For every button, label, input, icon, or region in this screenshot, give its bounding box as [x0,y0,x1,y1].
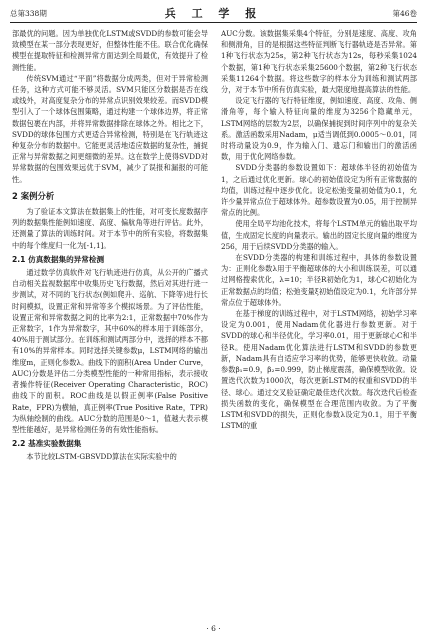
paragraph: 部最优的问题。因为单独优化LSTM或SVDD的参数可能会导致模型在某一部分表现更好，但整体性能不佳。联合优化确保模型在提取特征和检测异常方面达到全局最优，有效提升了检测性能。 [12,29,208,72]
paragraph: SVDD分类器的参数设置如下：超球体半径的初始值为1，之后通过优化更新。球心的初始值设定为所有正常数据的均值，训练过程中逐步优化。设定松弛变量初始值为0.1，允许少量异常点位于超球体外。超参数设置为0.05，用于控制异常点的比例。 [221,163,417,218]
paragraph: 设定飞行器的飞行特征维度，例如速度、高度、攻角、侧滑角等，每个输入特征向量的维度为3256个隐藏单元，LSTM网络的层数为2层，以确保捕捉到时间序列中的复杂关系。激活函数采用Nadam，μ适当调低到0.0005～0.01，同时将动量设为0.9，作为输入门、遗忘门和输出门的激活函数，用于优化网络参数。 [221,96,417,162]
journal-title: 兵 工 学 报 [164,7,263,20]
right-column [221,28,417,618]
volume-number: 第46卷 [392,9,417,18]
paragraph: 为了验证本文算法在数据集上的性能，对可变长度数据序列的数据集性能例如速度、高度、偏航角等进行评估。此外，还测量了算法的训练时间。对于本节中的所有实验，将数据集中的每个维度归一化为[-1,1]。 [12,207,208,250]
section-heading: 2 案例分析 [12,190,55,201]
paragraph: 在SVDD分类器的构建和训练过程中，具体的参数设置为：正则化参数λ用于平衡超球体的大小和训练误差，可以通过网格搜索优化，λ=10；半径R初始化为1，球心C初始化为正常数据点的均值；松弛变量ξ初始值设定为0.1，允许部分异常点位于超球体外。 [221,253,417,307]
subsection-heading: 2.1 仿真数据集的异常检测 [12,254,105,264]
paragraph: 本节比较LSTM-GBSVDD算法在实际实验中的 [26,452,177,462]
paragraph: 传统SVM通过“平面”将数据分成两类，但对于异常检测任务，这种方式可能不够灵活。SVM只能区分数据是否在线或线外，对高度复杂分布的异常点识别效果较差。而SVDD模型引入了一个球体包围策略，通过构建一个球体边界，将正常数据包裹在内部，并将异常数据排除在球体之外。相比之下，SVDD的球体包围方式更适合异常检测，特别是在飞行轨迹这种复杂分布的数据中。它能更灵活地适应数据的复杂性，捕捉正常与异常数据之间更细微的差异。这在数学上使得SVDD对异常数据的包围效果远优于SVM，减少了误报和漏报的可能性。 [12,73,208,184]
page-number: · 6 · [206,624,221,633]
paragraph: AUC分数。该数据集采集4个特征，分别是速度、高度、攻角和侧滑角，目的是根据这些特征判断飞行器轨迹是否异常。第1种飞行状态为25s，第2种飞行状态为12s，每秒采集1024个数据，第1种飞行状态采集25600个数据，第2种飞行状态采集11264个数据。将这些数字的样本分为训练和测试两部分，对于本节中所有仿真实验，最大限度地提高算法的性能。 [221,29,417,95]
left-column [12,28,208,618]
subsection-heading: 2.2 基准实验数据集 [12,439,82,449]
paragraph: 通过数学仿真软件对飞行轨迹进行仿真，从公开的广播式自动相关监视数据库中收集历史飞行数据，然后对其进行进一步测试，对不同的飞行状态(例如爬升、巡航、下降等)进行长时间模拟，设置正常和异常等多个模拟场景。为了评估性能，设置正常和异常数据之间的比率为2:1，正常数据中70%作为正常数字，1作为异常数字，其中60%的样本用于训练部分，40%用于测试部分。在训练和测试两部分中，选择的样本不都有10%的异常样本。同时选择关键参数μ，LSTM网络的输出维度m，正则化参数λ。曲线下的面积(Area Under Curve，AUC)分数是评估二分类模型性能的一种常用指标，表示接收者操作特征(Receiver Operating Characteristic，ROC)曲线下的面积。ROC曲线是以假正例率(False Positive Rate，FPR)为横轴，真正例率(True Positive Rate，TPR)为纵轴绘制的曲线。AUC分数的范围是0～1，值越大表示模型性能越好，是异常检测任务的有效性能指标。 [12,268,208,434]
paragraph: 在基于梯度的训练过程中，对于LSTM网络，初始学习率设定为0.001，使用Nadam优化器进行参数更新。对于SVDD的球心和半径优化，学习率0.01，用于更新球心C和半径R。使用Nadam优化算法进行LSTM和SVDD的参数更新，Nadam具有自适应学习率的优势，能够更快收敛。动量参数β₁=0.9，β₂=0.999，防止梯度震荡，确保模型收敛。设置迭代次数为1000次，每次更新LSTM的权重和SVDD的半径、球心。通过交叉验证确定最佳迭代次数。每次迭代后检查损失函数的变化，确保模型在合理范围内收敛。为了平衡LSTM和SVDD的损失，正则化参数λ设定为0.1，用于平衡LSTM的重 [221,309,417,431]
issue-number: 总第338期 [10,9,47,18]
paragraph: 使用全局平均池化技术，将每个LSTM单元的输出取平均值，生成固定长度的向量表示。输出的固定长度向量的维度为256，用于后续SVDD分类器的输入。 [221,219,417,251]
page-header [10,6,417,23]
